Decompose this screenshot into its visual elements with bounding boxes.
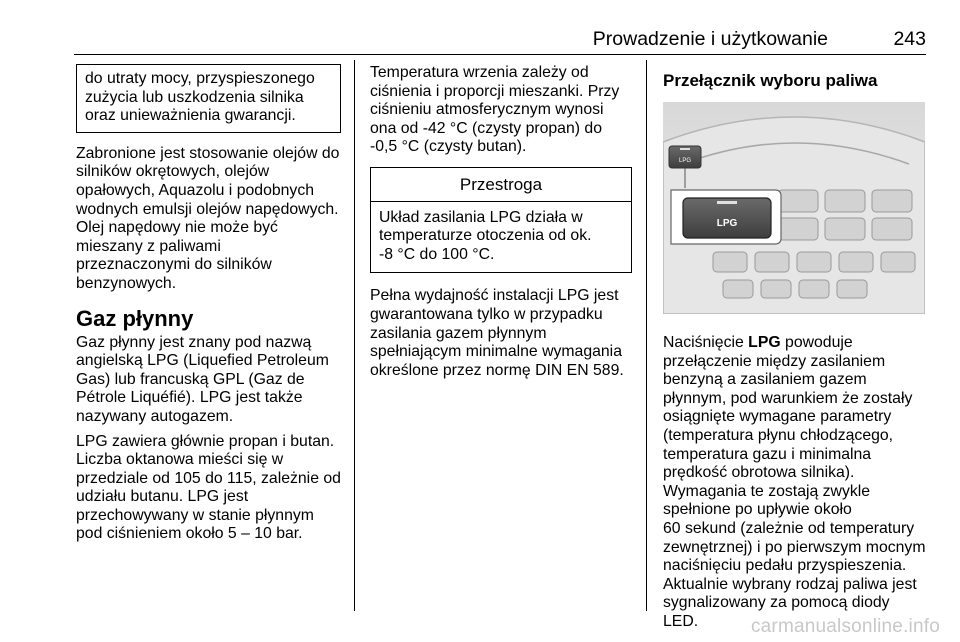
text-line: zasilania gazem płynnym [370, 324, 547, 342]
text-line: pod ciśnieniem około 5 – 10 bar. [76, 525, 303, 543]
page-number: 243 [893, 28, 926, 50]
text-line: ona od -42 °C (czysty propan) do [370, 119, 602, 137]
warning-body [371, 202, 631, 273]
watermark: carmanualsonline.info [750, 616, 940, 637]
paragraph-boiling-point [370, 64, 632, 157]
section-title: Gaz płynny [76, 305, 194, 331]
column-divider-2 [646, 60, 647, 611]
text-line: opałowych, Aquazolu i podobnych [76, 181, 315, 199]
text-line: 60 sekund (zależnie od temperatury [663, 519, 915, 537]
text-line: do utraty mocy, przyspieszonego [85, 70, 315, 87]
text-line: zużycia lub uszkodzenia silnika [85, 88, 304, 106]
paragraph-lpg-names [76, 334, 341, 427]
text-line: -8 °C do 100 °C. [379, 245, 495, 263]
lpg-button-small-label: LPG [678, 158, 692, 164]
text-line: przechowywany w stanie płynnym [76, 506, 314, 524]
paragraph-lpg-performance [370, 287, 632, 380]
text-line: -0,5 °C (czysty butan). [370, 138, 527, 156]
text-line: zewnętrznej) i po pierwszym mocnym [663, 538, 926, 556]
bold-lpg: LPG [748, 334, 781, 351]
column-3 [663, 64, 928, 632]
lpg-button-large-label: LPG [716, 218, 738, 229]
paragraph-switch-description [663, 334, 928, 632]
text-line: benzynowych. [76, 274, 177, 292]
text-line: angielską LPG (Liquefied Petroleum [76, 352, 329, 370]
warning-title: Przestroga [459, 174, 543, 194]
text-line: Zabronione jest stosowanie olejów do [76, 144, 340, 162]
subheading: Przełącznik wyboru paliwa [663, 71, 878, 90]
text-line: osiągnięte wymagane parametry [663, 408, 892, 426]
text-line [663, 334, 928, 353]
paragraph-oil-ban [76, 145, 341, 294]
text-line: nazywany autogazem. [76, 407, 234, 425]
column-1 [76, 64, 341, 544]
text-line: wodnych emulsji olejów napędowych. [76, 200, 339, 218]
text-line: naciśnięciu pedału przyspieszenia. [663, 557, 907, 575]
text-line: Gaz płynny jest znany pod nazwą [76, 333, 312, 351]
text-line: (temperatura płynu chłodzącego, [663, 426, 894, 444]
text-line: mieszany z paliwami [76, 237, 221, 255]
text-line: przełączenie między zasilaniem [663, 352, 886, 370]
caution-box-continuation [76, 64, 341, 133]
text-line: ciśnieniu atmosferycznym wynosi [370, 101, 604, 119]
text-line: płynnym, pod warunkiem że zostały [663, 389, 913, 407]
column-divider-1 [354, 60, 355, 611]
text-line: określone przez normę DIN EN 589. [370, 361, 624, 379]
text-line: spełniającym minimalne wymagania [370, 343, 622, 361]
text-line: Pétrole Liquéfié). LPG jest także [76, 389, 303, 407]
column-2 [370, 64, 632, 380]
text-line: Liczba oktanowa mieści się w [76, 451, 284, 469]
lpg-switch-photo [663, 102, 925, 314]
text-line: przedziale od 105 do 115, zależnie od [76, 469, 341, 487]
text-fragment: powoduje [780, 334, 853, 351]
text-line: temperatura gazu i minimalna [663, 445, 872, 463]
text-line: Gas) lub francuską GPL (Gaz de [76, 370, 305, 388]
text-line: przeznaczonymi do silników [76, 256, 272, 274]
text-line: benzyną a zasilaniem gazem [663, 371, 867, 389]
text-line: Olej napędowy nie może być [76, 219, 278, 237]
text-line: udziału butanu. LPG jest [76, 488, 249, 506]
text-line: gwarantowana tylko w przypadku [370, 305, 603, 323]
warning-box [370, 167, 632, 273]
text-line: LPG zawiera głównie propan i butan. [76, 432, 335, 450]
text-line: Wymagania te zostają zwykle [663, 482, 871, 500]
page-header [74, 28, 926, 55]
text-line: prędkość obrotowa silnika). [663, 464, 855, 482]
text-line: ciśnienia i proporcji mieszanki. Przy [370, 82, 620, 100]
text-line: spełnione po upływie około [663, 501, 852, 519]
text-fragment: Naciśnięcie [663, 334, 749, 351]
text-line: Temperatura wrzenia zależy od [370, 64, 589, 81]
text-line: Aktualnie wybrany rodzaj paliwa jest [663, 575, 917, 593]
text-line: silników okrętowych, olejów [76, 163, 270, 181]
text-line: Pełna wydajność instalacji LPG jest [370, 287, 619, 305]
paragraph-lpg-composition [76, 433, 341, 545]
text-line: oraz unieważnienia gwarancji. [85, 107, 296, 125]
chapter-title: Prowadzenie i użytkowanie [592, 28, 828, 50]
text-line: temperaturze otoczenia od ok. [379, 227, 592, 245]
text-line: sygnalizowany za pomocą diody [663, 594, 890, 612]
text-line: LED. [663, 612, 699, 630]
text-line: Układ zasilania LPG działa w [379, 208, 583, 226]
